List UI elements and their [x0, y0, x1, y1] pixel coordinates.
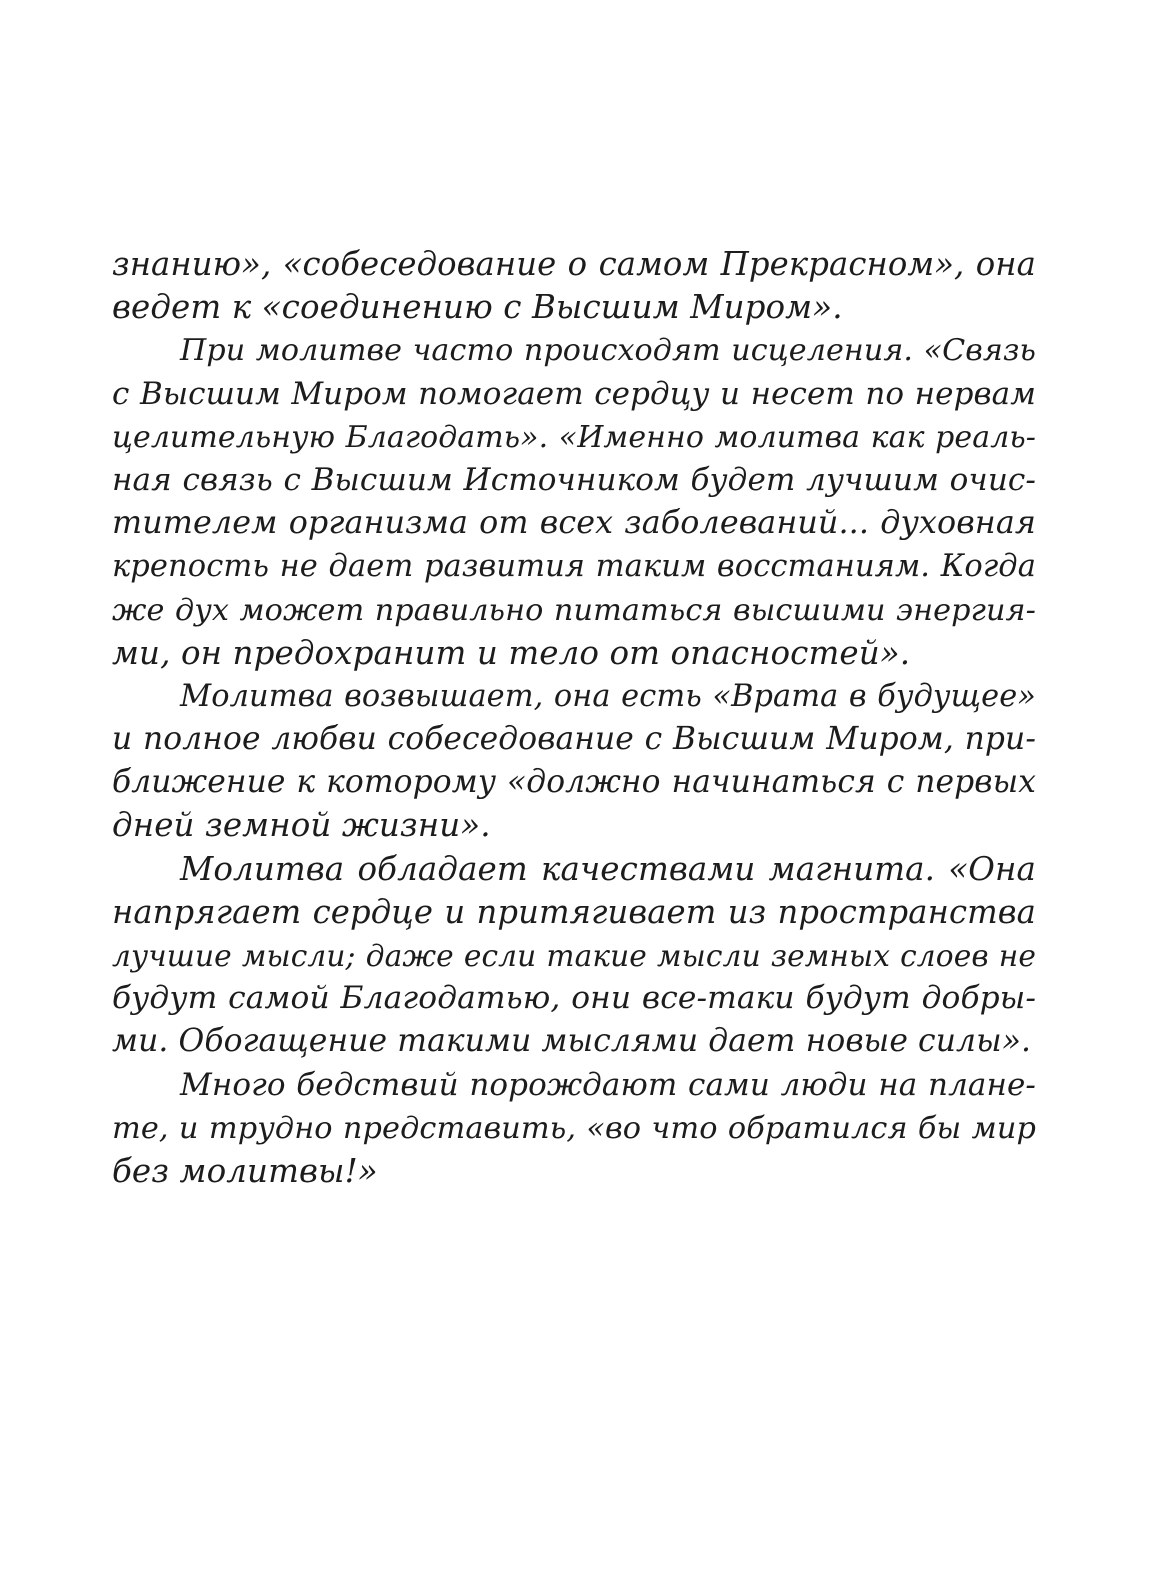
- text-line: дней земной жизни».: [112, 806, 491, 845]
- text-line: ми. Обогащение такими мыслями дает новые силы».: [112, 1023, 1032, 1060]
- text-line: крепость не дает развития таким восстаниям. Когда: [112, 549, 1036, 585]
- text-line: Молитва возвышает, она есть «Врата в будущее»: [180, 678, 1036, 714]
- text-line: ведет к «соединению с Высшим Миром».: [112, 288, 843, 327]
- text-line: напрягает сердце и притягивает из пространства: [112, 892, 1036, 931]
- text-line: ми, он предохранит и тело от опасностей».: [112, 633, 911, 672]
- text-line: ная связь с Высшим Источником будет лучшим очис-: [112, 461, 1036, 498]
- text-line: При молитве часто происходят исцеления. «Связь: [180, 333, 1036, 369]
- text-line: с Высшим Миром помогает сердцу и несет по нервам: [112, 375, 1036, 412]
- text-line: без молитвы!»: [112, 1151, 378, 1190]
- text-line: Много бедствий порождают сами люди на плане-: [180, 1066, 1036, 1103]
- body-text: [112, 243, 1036, 1193]
- text-line: же дух может правильно питаться высшими энергия-: [112, 592, 1036, 628]
- text-line: и полное любви собеседование с Высшим Миром, при-: [112, 721, 1036, 758]
- text-line: лучшие мысли; даже если такие мысли земных слоев не: [112, 938, 1036, 973]
- text-line: тителем организма от всех заболеваний... духовная: [112, 505, 1036, 542]
- text-line: Молитва обладает качествами магнита. «Она: [180, 849, 1036, 888]
- text-line: будут самой Благодатью, они все-таки будут добры-: [112, 980, 1036, 1017]
- text-line: ближение к которому «должно начинаться с первых: [112, 764, 1036, 801]
- text-line: те, и трудно представить, «во что обратился бы мир: [112, 1110, 1036, 1146]
- text-line: целительную Благодать». «Именно молитва как реаль-: [112, 419, 1036, 455]
- text-line: знанию», «собеседование о самом Прекрасном», она: [112, 245, 1036, 283]
